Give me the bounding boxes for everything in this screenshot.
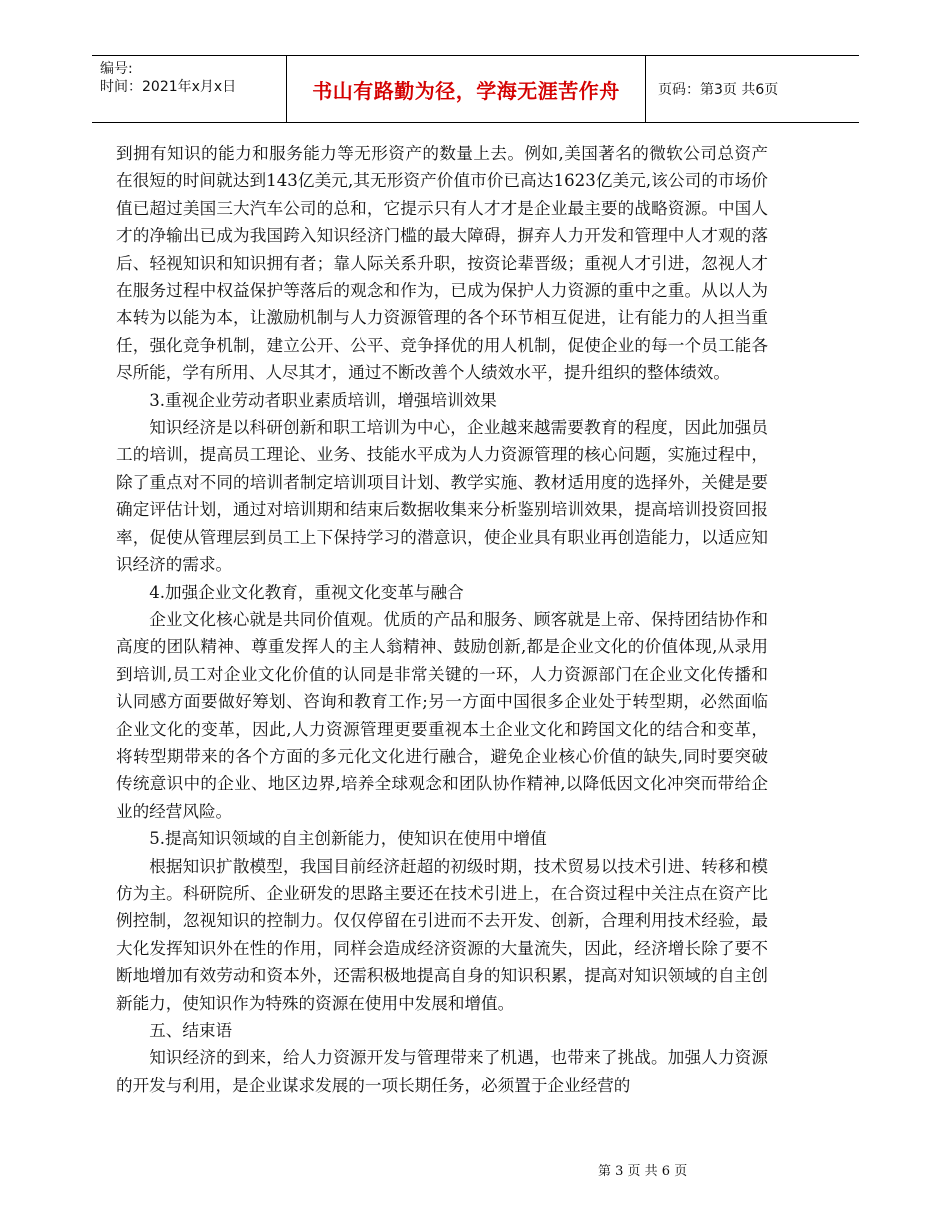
section-heading: 3.重视企业劳动者职业素质培训，增强培训效果 [149, 390, 497, 410]
paragraph: 知识经济是以科研创新和职工培训为中心，企业越来越需要教育的程度，因此加强员工的培训，提高员工理论、业务、技能水平成为人力资源管理的核心问题，实施过程中，除了重点对不同的培训者制定培训项目计划、教学实施、教材适用度的选择外，关健是要确定评估计划，通过对培训期和结束后数据收集来分析鉴别培训效果，提高培训投资回报率，促使从管理层到员工上下保持学习的潜意识，使企业具有职业再创造能力，以适应知识经济的需求。 [116, 418, 768, 575]
paragraph: 到拥有知识的能力和服务能力等无形资产的数量上去。例如,美国著名的微软公司总资产在很短的时间就达到143亿美元,其无形资产价值市价已高达1623亿美元,该公司的市场价值已超过美国三大汽车公司的总和，它提示只有人才才是企业最主要的战略资源。中国人才的净输出已成为我国跨入知识经济门槛的最大障碍，摒弃人力开发和管理中人才观的落后、轻视知识和知识拥有者；靠人际关系升职，按资论辈晋级；重视人才引进，忽视人才在服务过程中权益保护等落后的观念和作为，已成为保护人力资源的重中之重。从以人为本转为以能为本，让激励机制与人力资源管理的各个环节相互促进，让有能力的人担当重任，强化竞争机制，建立公开、公平、竞争择优的用人机制，促使企业的每一个员工能各尽所能，学有所用、人尽其才，通过不断改善个人绩效水平，提升组织的整体绩效。 [116, 144, 768, 383]
document-number-label: 编号: [100, 61, 133, 77]
header-motto: 书山有路勤为径，学海无涯苦作舟 [286, 56, 646, 122]
paragraph: 根据知识扩散模型，我国目前经济赶超的初级时期，技术贸易以技术引进、转移和模仿为主。科研院所、企业研发的思路主要还在技术引进上，在合资过程中关注点在资产比例控制，忽视知识的控制力。仅仅停留在引进而不去开发、创新，合理利用技术经验，最大化发挥知识外在性的作用，同样会造成经济资源的大量流失，因此，经济增长除了要不断地增加有效劳动和资本外，还需积极地提高自身的知识积累，提高对知识领域的自主创新能力，使知识作为特殊的资源在使用中发展和增值。 [116, 856, 768, 1013]
document-body [116, 140, 768, 1099]
section-heading: 五、结束语 [149, 1021, 233, 1040]
section-heading: 4.加强企业文化教育，重视文化变革与融合 [149, 582, 464, 602]
header-meta [100, 60, 236, 96]
page-footer: 第 3 页 共 6 页 [598, 1164, 688, 1179]
paragraph: 企业文化核心就是共同价值观。优质的产品和服务、顾客就是上帝、保持团结协作和高度的团队精神、尊重发挥人的主人翁精神、鼓励创新,都是企业文化的价值体现,从录用到培训,员工对企业文化价值的认同是非常关键的一环，人力资源部门在企业文化传播和认同感方面要做好筹划、咨询和教育工作;另一方面中国很多企业处于转型期，必然面临企业文化的变革，因此,人力资源管理更要重视本土企业文化和跨国文化的结合和变革，将转型期带来的各个方面的多元化文化进行融合，避免企业核心价值的缺失,同时要突破传统意识中的企业、地区边界,培养全球观念和团队协作精神,以降低因文化冲突而带给企业的经营风险。 [116, 609, 768, 821]
header-page-info: 页码：第3页 共6页 [658, 82, 779, 98]
page-header [92, 55, 859, 123]
document-time: 时间：2021年x月x日 [100, 79, 237, 95]
paragraph: 知识经济的到来，给人力资源开发与管理带来了机遇，也带来了挑战。加强人力资源的开发与利用，是企业谋求发展的一项长期任务，必须置于企业经营的 [116, 1048, 768, 1095]
section-heading: 5.提高知识领域的自主创新能力，使知识在使用中增值 [149, 829, 547, 849]
